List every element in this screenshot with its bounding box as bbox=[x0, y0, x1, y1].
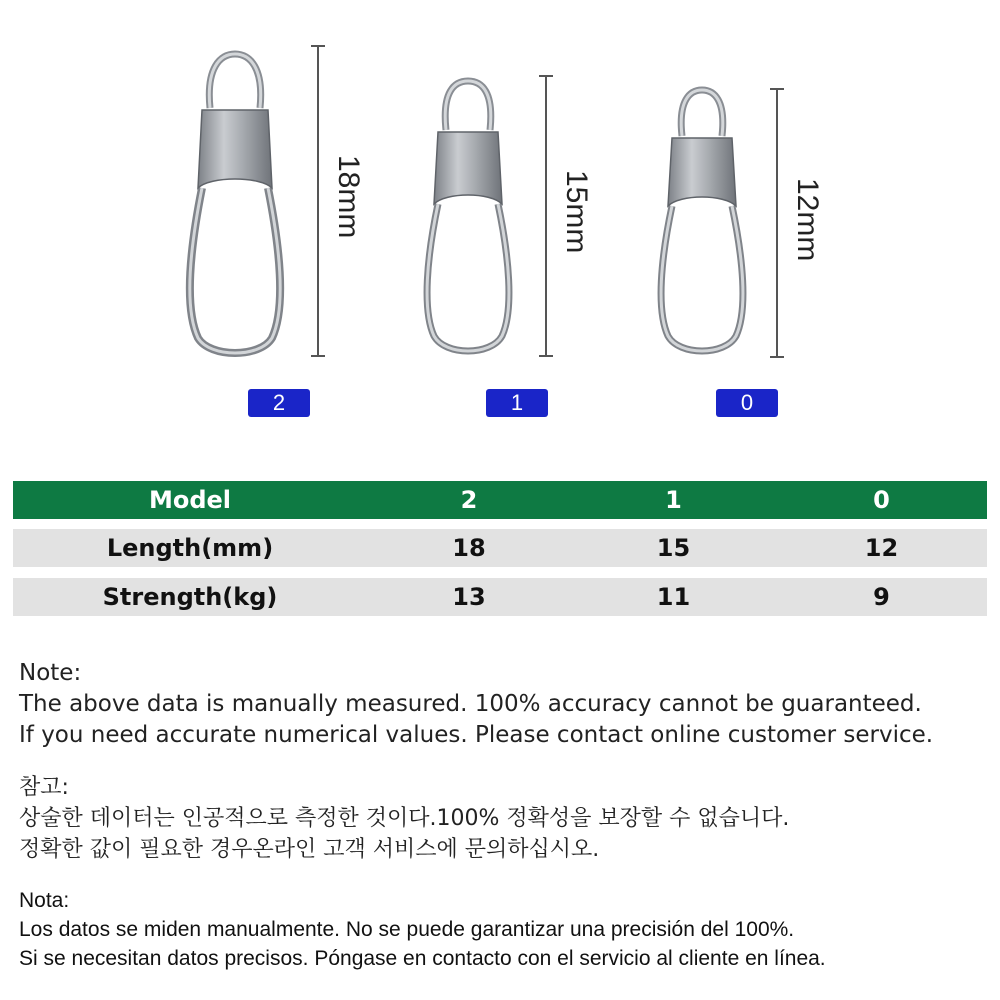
table-cell: Length(mm) bbox=[106, 534, 274, 562]
table-header-cell: Model bbox=[148, 486, 232, 514]
dimension-label: 15mm bbox=[560, 170, 593, 254]
snap-image-model-2 bbox=[180, 48, 290, 360]
table-cell: 13 bbox=[452, 583, 486, 611]
dimension-label: 12mm bbox=[791, 178, 824, 262]
model-badge-2: 2 bbox=[248, 389, 310, 417]
note-line: If you need accurate numerical values. Please contact online customer service. bbox=[19, 722, 934, 748]
model-badge-0: 0 bbox=[716, 389, 778, 417]
table-cell: 9 bbox=[873, 583, 890, 611]
note-korean bbox=[19, 772, 989, 865]
note-spanish bbox=[19, 886, 989, 973]
note-line: Los datos se miden manualmente. No se puede garantizar una precisión del 100%. bbox=[19, 918, 795, 941]
note-line: 정확한 값이 필요한 경우온라인 고객 서비스에 문의하십시오. bbox=[19, 837, 600, 862]
note-title: Note: bbox=[19, 660, 82, 686]
table-header-cell: 2 bbox=[460, 486, 478, 514]
table-cell: 18 bbox=[452, 534, 486, 562]
snap-image-model-0 bbox=[652, 86, 752, 358]
table-header-cell: 1 bbox=[665, 486, 682, 514]
table-cell: 12 bbox=[864, 534, 899, 562]
note-line: Si se necesitan datos precisos. Póngase en contacto con el servicio al cliente en línea. bbox=[19, 947, 826, 970]
table-header-row bbox=[13, 481, 987, 519]
note-title: Nota: bbox=[19, 889, 70, 912]
snap-image-model-1 bbox=[418, 76, 518, 358]
product-images bbox=[0, 0, 1000, 440]
note-line: The above data is manually measured. 100% accuracy cannot be guaranteed. bbox=[19, 691, 922, 717]
note-line: 상술한 데이터는 인공적으로 측정한 것이다.100% 정확성을 보장할 수 없습니다. bbox=[19, 806, 790, 831]
table-header-cell: 0 bbox=[873, 486, 890, 514]
table-cell: 11 bbox=[656, 583, 691, 611]
dimension-label: 18mm bbox=[332, 155, 365, 239]
table-row-length bbox=[13, 529, 987, 567]
table-cell: Strength(kg) bbox=[102, 583, 278, 611]
model-badge-1: 1 bbox=[486, 389, 548, 417]
table-cell: 15 bbox=[656, 534, 691, 562]
table-row-strength bbox=[13, 578, 987, 616]
note-english bbox=[19, 658, 989, 751]
note-title: 참고: bbox=[19, 775, 69, 800]
